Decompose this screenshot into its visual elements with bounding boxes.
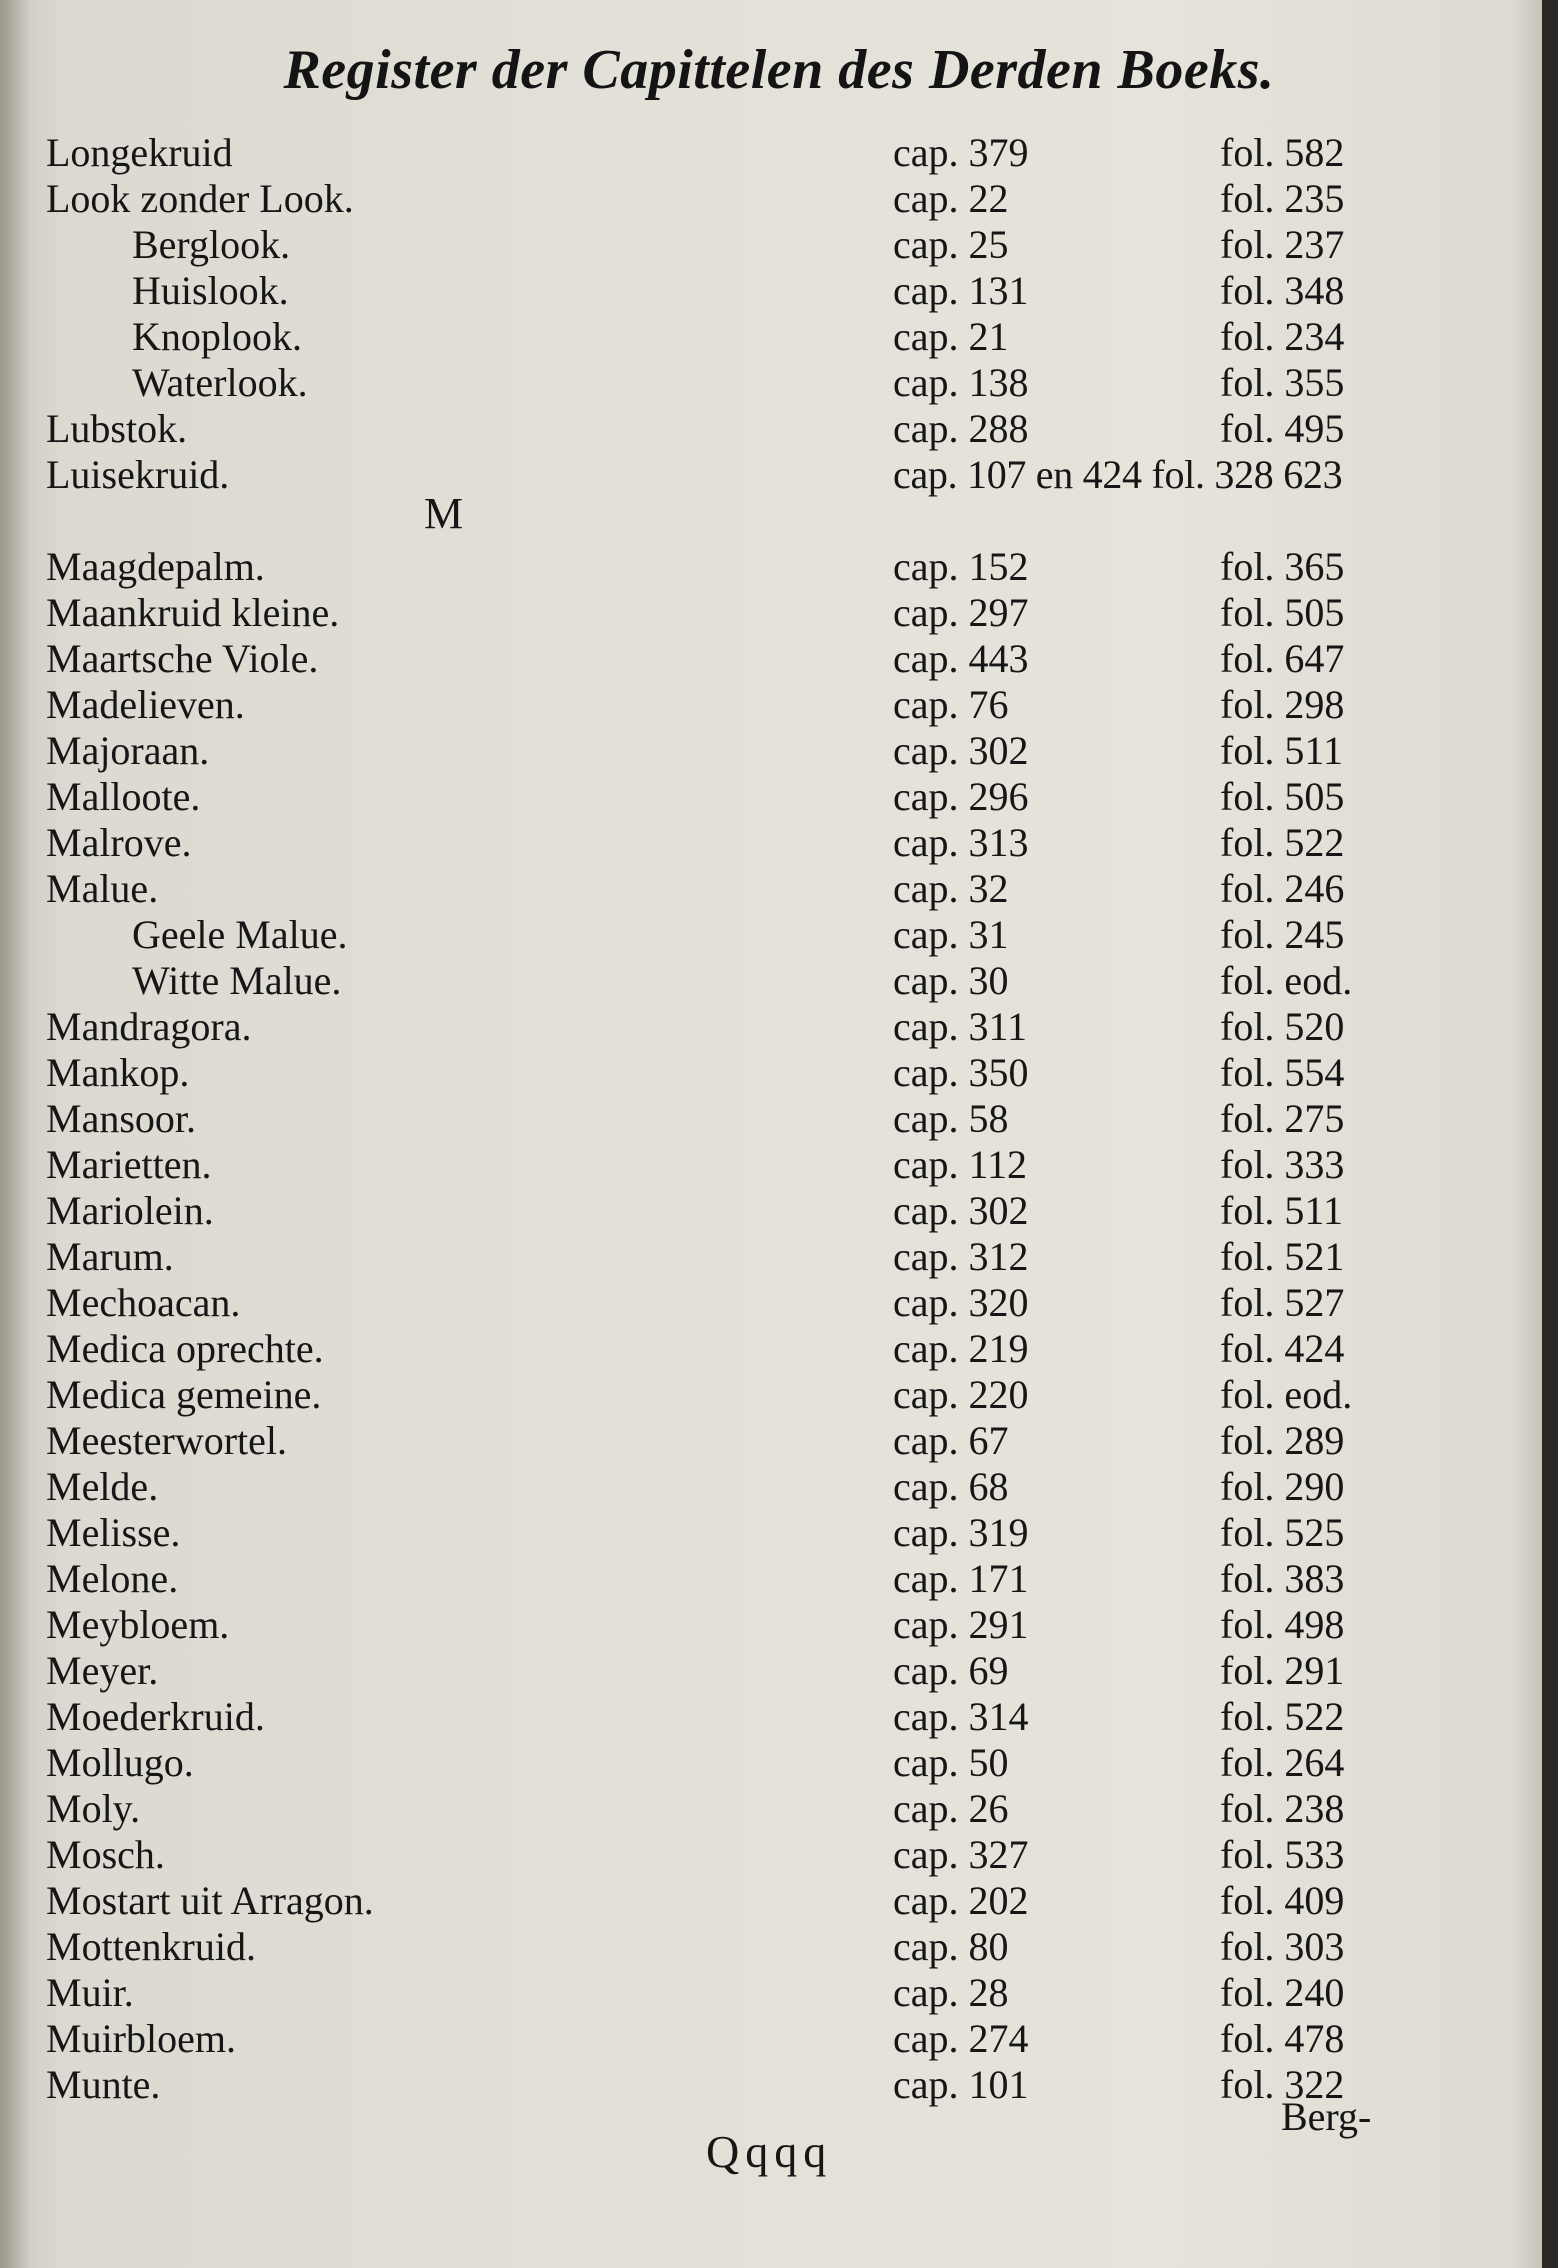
entry-name: Melde. (46, 1464, 159, 1509)
entry-name: Huislook. (132, 268, 289, 313)
catchword: Berg- (1281, 2094, 1372, 2139)
index-entry (0, 1326, 1558, 1372)
index-entry (0, 1648, 1558, 1694)
entry-name: Mostart uit Arragon. (46, 1878, 374, 1923)
entry-folio: fol. 290 (1220, 1464, 1345, 1509)
entry-chapter: cap. 30 (893, 958, 1009, 1003)
index-entry (0, 1280, 1558, 1326)
entry-folio: fol. 505 (1220, 774, 1345, 819)
entry-name: Knoplook. (132, 314, 302, 359)
entry-name: Meybloem. (46, 1602, 230, 1647)
entry-folio: fol. 409 (1220, 1878, 1345, 1923)
entry-folio: fol. 240 (1220, 1970, 1345, 2015)
entry-name: Malue. (46, 866, 159, 911)
entry-name: Longekruid (46, 130, 233, 175)
entry-name: Mankop. (46, 1050, 190, 1095)
index-entry (0, 268, 1558, 314)
entry-folio: fol. 303 (1220, 1924, 1345, 1969)
entry-name: Medica oprechte. (46, 1326, 324, 1371)
index-entry (0, 360, 1558, 406)
entry-chapter: cap. 131 (893, 268, 1029, 313)
entry-chapter: cap. 302 (893, 1188, 1029, 1233)
index-entry (0, 1234, 1558, 1280)
entry-chapter: cap. 25 (893, 222, 1009, 267)
entry-name: Malloote. (46, 774, 201, 819)
entry-chapter: cap. 274 (893, 2016, 1029, 2061)
entry-folio: fol. 647 (1220, 636, 1345, 681)
entry-folio: fol. 333 (1220, 1142, 1345, 1187)
entry-chapter: cap. 297 (893, 590, 1029, 635)
entry-chapter: cap. 291 (893, 1602, 1029, 1647)
entry-name: Geele Malue. (132, 912, 348, 957)
entry-folio: fol. 525 (1220, 1510, 1345, 1555)
entry-chapter: cap. 319 (893, 1510, 1029, 1555)
index-entry (0, 1096, 1558, 1142)
entry-folio: fol. 275 (1220, 1096, 1345, 1141)
entry-name: Waterlook. (132, 360, 308, 405)
entry-chapter: cap. 28 (893, 1970, 1009, 2015)
entry-folio: fol. 348 (1220, 268, 1345, 313)
entry-chapter: cap. 302 (893, 728, 1029, 773)
entry-folio: fol. 424 (1220, 1326, 1345, 1371)
entry-chapter: cap. 112 (893, 1142, 1028, 1187)
index-entry (0, 1464, 1558, 1510)
index-entry (0, 820, 1558, 866)
entry-chapter: cap. 311 (893, 1004, 1028, 1049)
index-entry (0, 314, 1558, 360)
entry-chapter: cap. 288 (893, 406, 1029, 451)
entry-chapter: cap. 101 (893, 2062, 1029, 2107)
entry-folio: fol. 522 (1220, 1694, 1345, 1739)
index-entry (0, 958, 1558, 1004)
index-entry (0, 1050, 1558, 1096)
entry-name: Melone. (46, 1556, 179, 1601)
index-entry (0, 1970, 1558, 2016)
entry-name: Marum. (46, 1234, 174, 1279)
index-entry (0, 130, 1558, 176)
index-entry (0, 1510, 1558, 1556)
entry-chapter: cap. 22 (893, 176, 1009, 221)
index-entry (0, 2016, 1558, 2062)
entry-name: Mandragora. (46, 1004, 252, 1049)
index-entry (0, 452, 1558, 498)
entry-name: Meesterwortel. (46, 1418, 288, 1463)
entry-folio: fol. 521 (1220, 1234, 1345, 1279)
entry-name: Luisekruid. (46, 452, 230, 497)
entry-folio: fol. 322 (1220, 2062, 1345, 2107)
entry-chapter: cap. 443 (893, 636, 1029, 681)
index-entry (0, 1556, 1558, 1602)
entry-name: Muir. (46, 1970, 134, 2015)
entry-chapter: cap. 68 (893, 1464, 1009, 1509)
index-entry (0, 176, 1558, 222)
entry-chapter: cap. 350 (893, 1050, 1029, 1095)
entry-folio: fol. 289 (1220, 1418, 1345, 1463)
index-entry (0, 1418, 1558, 1464)
entry-folio: fol. 527 (1220, 1280, 1345, 1325)
index-entry (0, 1924, 1558, 1970)
entry-name: Munte. (46, 2062, 161, 2107)
index-entry (0, 682, 1558, 728)
index-entry (0, 1372, 1558, 1418)
entry-name: Malrove. (46, 820, 192, 865)
entry-folio: fol. eod. (1220, 958, 1353, 1003)
index-entry (0, 1832, 1558, 1878)
entry-chapter: cap. 327 (893, 1832, 1029, 1877)
index-entry (0, 590, 1558, 636)
entry-chapter: cap. 21 (893, 314, 1009, 359)
index-entry (0, 728, 1558, 774)
entry-chapter: cap. 314 (893, 1694, 1029, 1739)
index-entry (0, 636, 1558, 682)
entry-folio: fol. 554 (1220, 1050, 1345, 1095)
entry-name: Moly. (46, 1786, 141, 1831)
signature-mark: Qqqq (706, 2126, 833, 2177)
index-entry (0, 222, 1558, 268)
index-entry (0, 1878, 1558, 1924)
entry-name: Madelieven. (46, 682, 245, 727)
entry-folio: fol. 511 (1220, 1188, 1343, 1233)
entry-name: Mansoor. (46, 1096, 196, 1141)
entry-folio: fol. 238 (1220, 1786, 1345, 1831)
entry-chapter: cap. 171 (893, 1556, 1029, 1601)
entry-folio: fol. 478 (1220, 2016, 1345, 2061)
entry-name: Mosch. (46, 1832, 165, 1877)
index-entry (0, 774, 1558, 820)
index-entry (0, 1694, 1558, 1740)
entry-name: Maankruid kleine. (46, 590, 340, 635)
entry-folio: fol. 235 (1220, 176, 1345, 221)
entry-chapter: cap. 69 (893, 1648, 1009, 1693)
index-entry (0, 866, 1558, 912)
entry-folio: fol. 234 (1220, 314, 1345, 359)
entry-chapter: cap. 152 (893, 544, 1029, 589)
entry-folio: fol. 495 (1220, 406, 1345, 451)
entry-name: Maagdepalm. (46, 544, 265, 589)
index-entry (0, 1188, 1558, 1234)
entry-name: Moederkruid. (46, 1694, 265, 1739)
entry-name: Mariolein. (46, 1188, 214, 1233)
entry-chapter: cap. 296 (893, 774, 1029, 819)
entry-chapter: cap. 379 (893, 130, 1029, 175)
index-entry (0, 1740, 1558, 1786)
entry-chapter: cap. 107 en 424 fol. 328 623 (893, 452, 1343, 497)
entry-chapter: cap. 220 (893, 1372, 1029, 1417)
entry-chapter: cap. 138 (893, 360, 1029, 405)
entry-chapter: cap. 80 (893, 1924, 1009, 1969)
index-entry (0, 406, 1558, 452)
entry-folio: fol. 520 (1220, 1004, 1345, 1049)
entry-chapter: cap. 76 (893, 682, 1009, 727)
entry-folio: fol. 505 (1220, 590, 1345, 635)
entry-name: Mottenkruid. (46, 1924, 256, 1969)
entry-name: Lubstok. (46, 406, 188, 451)
entry-folio: fol. 298 (1220, 682, 1345, 727)
entry-chapter: cap. 50 (893, 1740, 1009, 1785)
entry-name: Maartsche Viole. (46, 636, 319, 681)
entry-folio: fol. 245 (1220, 912, 1345, 957)
entry-folio: fol. 511 (1220, 728, 1343, 773)
entry-chapter: cap. 312 (893, 1234, 1029, 1279)
entry-chapter: cap. 320 (893, 1280, 1029, 1325)
entry-name: Marietten. (46, 1142, 212, 1187)
entry-folio: fol. 246 (1220, 866, 1345, 911)
entry-folio: fol. 355 (1220, 360, 1345, 405)
entry-chapter: cap. 31 (893, 912, 1009, 957)
entry-name: Mollugo. (46, 1740, 194, 1785)
entry-name: Look zonder Look. (46, 176, 354, 221)
entry-chapter: cap. 313 (893, 820, 1029, 865)
entry-folio: fol. 498 (1220, 1602, 1345, 1647)
entry-name: Witte Malue. (132, 958, 342, 1003)
entry-chapter: cap. 26 (893, 1786, 1009, 1831)
index-entry (0, 1602, 1558, 1648)
entry-name: Muirbloem. (46, 2016, 236, 2061)
entry-folio: fol. 237 (1220, 222, 1345, 267)
entry-chapter: cap. 67 (893, 1418, 1009, 1463)
entry-folio: fol. eod. (1220, 1372, 1353, 1417)
entry-chapter: cap. 58 (893, 1096, 1009, 1141)
entry-folio: fol. 522 (1220, 820, 1345, 865)
entry-name: Melisse. (46, 1510, 181, 1555)
entry-folio: fol. 533 (1220, 1832, 1345, 1877)
entry-name: Medica gemeine. (46, 1372, 322, 1417)
index-entry (0, 1786, 1558, 1832)
entry-name: Berglook. (132, 222, 291, 267)
entry-chapter: cap. 202 (893, 1878, 1029, 1923)
index-entry (0, 1142, 1558, 1188)
entry-name: Mechoacan. (46, 1280, 241, 1325)
section-letter: M (424, 489, 464, 538)
index-entry (0, 544, 1558, 590)
page-title: Register der Capittelen des Derden Boeks. (283, 39, 1275, 101)
index-entry (0, 912, 1558, 958)
entry-chapter: cap. 32 (893, 866, 1009, 911)
entry-name: Meyer. (46, 1648, 159, 1693)
entry-folio: fol. 291 (1220, 1648, 1345, 1693)
entry-name: Majoraan. (46, 728, 210, 773)
entry-folio: fol. 264 (1220, 1740, 1345, 1785)
entry-folio: fol. 365 (1220, 544, 1345, 589)
entry-folio: fol. 582 (1220, 130, 1345, 175)
index-entry (0, 1004, 1558, 1050)
entry-chapter: cap. 219 (893, 1326, 1029, 1371)
entry-folio: fol. 383 (1220, 1556, 1345, 1601)
